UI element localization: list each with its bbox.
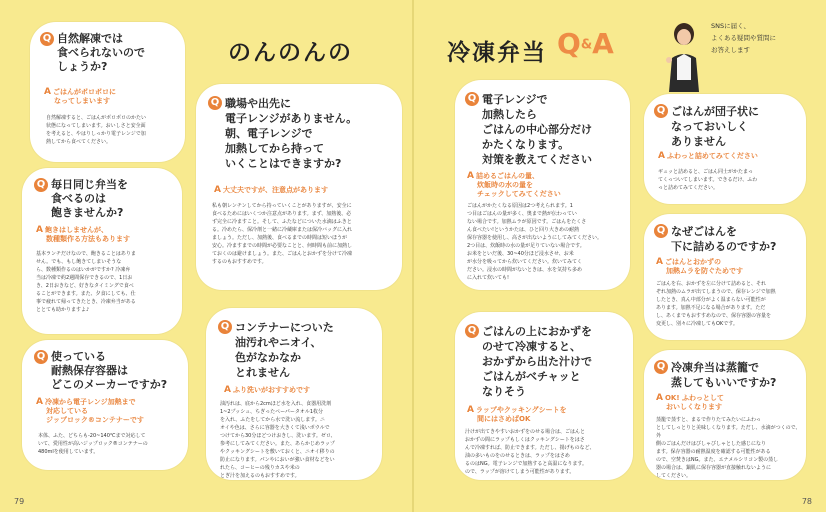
page-number-right: 78 <box>801 497 812 506</box>
title-left: のんのんの <box>228 40 353 66</box>
title-right: 冷凍弁当 <box>447 40 547 66</box>
answer-heading: A ふり洗いがおすすめです <box>224 385 311 395</box>
qa-card-container <box>206 308 382 480</box>
a-icon: A <box>214 185 221 195</box>
answer-body: 汁けが出てきやすいおかずをのせる場合は、ごはんと おかずの間にラップもしくはクッキングシートをはさ んで冷凍すれば、防止できます。ただし、揚げものなど、 油の多いものをのせるときは、ラップをはさめ るのはNG。電子レンジで加熱すると高温になります。 ので、ラップが溶けてしまう可能性があります。 <box>465 429 595 475</box>
answer-body: ギュッと詰めると、ごはん同士がかたまっ てくっついてしまいます。できるだけ、ふわ っと詰めてみてください。 <box>658 169 758 191</box>
qa-card-shokuba <box>196 84 402 290</box>
page-number-left: 79 <box>14 497 25 506</box>
q-icon: Q <box>654 104 668 118</box>
answer-heading: A ごはんがボロボロに なってしまいます <box>44 87 116 105</box>
a-icon: A <box>36 397 43 407</box>
intro-note <box>711 20 776 56</box>
question: Q 職場や出先に 電子レンジがありません。 朝、電子レンジで 加熱してから持って いくことはできますか? <box>208 96 357 171</box>
qa-card-dango <box>644 94 806 204</box>
question: Q なぜごはんを 下に詰めるのですか? <box>654 224 776 254</box>
question: Q 使っている 耐熱保存容器は どこのメーカーですか? <box>34 350 167 392</box>
answer-body: 本体、ふた、どちらも-20~140℃まで対応して いて、愛用性が高いジップロック®コンテナーの 480mlを使用しています。 <box>38 433 148 455</box>
answer-heading: A 詰めるごはんの量、 炊飯時の水の量を チェックしてみてください <box>467 171 561 198</box>
qa-a: A <box>592 27 614 60</box>
qa-amp: & <box>580 37 593 53</box>
answer-body: ごはんがかたくなる原因は2つ考えられます。1 つ目はごはんの量が多く、奥まで熱が伝わってい ない場合です。加熱ムラが原因です。ごはんをたくさ ん食べたい!というかたは、ひと回り大きめの耐熱 保存容器を使用し、高さが出ないようにしてみてください。 2つ目は、炊飯時の水の量が足りていない場合です。 お米をといだ後、30~40分ほど浸水させ、お米 が水分を吸ってから炊いてください。炊いてみてく ださい。浸水の時間がないときは、水を気持ち多め に入れて炊いても! <box>467 203 603 281</box>
q-icon: Q <box>654 360 668 374</box>
answer-heading: A ラップやクッキングシートを 間にはさめばOK <box>467 405 567 423</box>
question: Q 毎日同じ弁当を 食べるのは 飽きませんか? <box>34 178 128 220</box>
q-icon: Q <box>654 224 668 238</box>
question: Q 冷凍弁当は蒸籠で 蒸してもいいですか? <box>654 360 776 390</box>
question: Q コンテナーについた 油汚れやニオイ、 色がなかなか とれません <box>218 320 334 380</box>
question: Q 自然解凍では 食べられないので しょうか? <box>40 32 145 74</box>
answer-heading: A ごはんとおかずの 加熱ムラを防ぐためです <box>656 257 743 275</box>
a-icon: A <box>467 405 474 415</box>
question: Q ごはんが団子状に なっておいしく ありません <box>654 104 759 149</box>
answer-body: 私も朝レンチンしてから持っていくことがありますが、安全に 食べるためにはいくつか注意点があります。まず、加熱後、必 ず完全に冷ますこと。そして、ふたなどについた水滴はふきと る。冷めたら、保冷剤と一緒に冷蔵庫または保冷バッグに入れ ましょう。ただし、加熱後、食べるまでの時間は短いほうが 安心。冷ますまでの時間が必要なことと、何時間も前に加熱し ておくのは避けましょう。また、ごはんとおかずを分けて冷凍 するのもおすすめです。 <box>212 203 353 265</box>
question: Q 電子レンジで 加熱したら ごはんの中心部分だけ かたくなります。 対策を教えてください <box>465 92 592 167</box>
author-photo <box>663 20 705 92</box>
a-icon: A <box>36 225 43 235</box>
note-line: SNSに届く、 <box>711 22 750 30</box>
a-icon: A <box>656 257 663 267</box>
a-icon: A <box>658 151 665 161</box>
answer-heading: A ふわっと詰めてみてください <box>658 151 758 161</box>
qa-card-jitou <box>30 22 185 162</box>
a-icon: A <box>656 393 663 403</box>
answer-heading: A 大丈夫ですが、注意点があります <box>214 185 328 195</box>
answer-body: 蒸籠で蒸すと、まるで作りたてみたいにふわっ としてしっとりと美味しくなります。ただし、水滴がつくので、外 側のごはんだけはびしゃびしゃとした感じになり ます。保存容器の耐熱温度を確認する可能性がある ので、空焚きはNG。また、エナメルシリコン製の蒸し 器の場合は、鍋肌に保存容器が直接触れないように してください。 <box>656 417 801 479</box>
q-icon: Q <box>40 32 54 46</box>
question: Q ごはんの上におかずを のせて冷凍すると、 おかずから出た汁けで ごはんがベチャッと なりそう <box>465 324 592 399</box>
answer-body: 自然解凍すると、ごはんがボロボロのかたい 状態になってしまいます。おいしさと安全面 を考えると、やはりしっかり電子レンジで加 熱してから食べてください。 <box>46 115 147 145</box>
answer-body: 油汚れは、底から2cmほど水を入れ、食器用洗剤 1~2プッシュ、ちぎったペーパータオル1枚分 を入れ、ふたをしてから水で洗い流します。ニ オイや色は、さらに容器を大きくて浅いボウルで つけてから30分ほどつけおきし、洗います。ゼロ、 参考にしてみてください。また、あらかじめラップ やクッキングシートを敷いておくと、ニオイ移りの 防止になります。パンやにおいが強い食材などをい れたら、コーヒーの残りカスや米の とぎ汁を加えるのもおすすめです。 <box>220 401 336 479</box>
page-gutter <box>412 0 414 512</box>
q-icon: Q <box>465 92 479 106</box>
qa-card-microwave <box>455 80 630 290</box>
a-icon: A <box>467 171 474 181</box>
qa-card-betcha <box>455 312 633 480</box>
answer-heading: A 冷凍から電子レンジ加熱まで 対応している ジップロック®コンテナーです <box>36 397 144 424</box>
a-icon: A <box>44 87 51 97</box>
qa-card-hozon <box>22 340 188 470</box>
q-icon: Q <box>34 350 48 364</box>
q-icon: Q <box>34 178 48 192</box>
qa-q: Q <box>557 27 581 60</box>
answer-body: 基本ランチだけなので、飽きることはありま せん。でも、もし飽きてしまいそうな ら、数種類作るのはいかがですか? 冷凍弁 当は冷凍で約2週間保存できるので、1日お き、2日おきなど、好きなタイミングで食べ ることができます。また、夕食にしても、仕 事で疲れて帰ってきたとき、冷凍弁当がある ととても助かりますよ♪ <box>36 251 136 313</box>
q-icon: Q <box>208 96 222 110</box>
answer-heading: A OK! ふわっとして おいしくなります <box>656 393 724 411</box>
q-icon: Q <box>465 324 479 338</box>
note-line: よくある疑問や質問に <box>711 34 776 42</box>
a-icon: A <box>224 385 231 395</box>
qa-card-seiro <box>644 350 806 480</box>
q-icon: Q <box>218 320 232 334</box>
qa-logo <box>557 27 614 60</box>
answer-body: ごはんを右、おかずを左に分けて詰めると、それ ぞれ加熱のムラが出てしまうので、保存レンジで加熱 したとき、真ん中部分がよく温まらない可能性が あります。加熱不足になる場合があります。ただ し、あくまでもおすすめなので、保存容器の容量を 変更し、別々に冷凍してもOKです。 <box>656 281 776 327</box>
qa-card-shita <box>644 214 806 340</box>
note-line: お答えします <box>711 46 750 54</box>
qa-card-mainichi <box>22 168 182 334</box>
answer-heading: A 飽きはしませんが、 数種類作る方法もあります <box>36 225 130 243</box>
